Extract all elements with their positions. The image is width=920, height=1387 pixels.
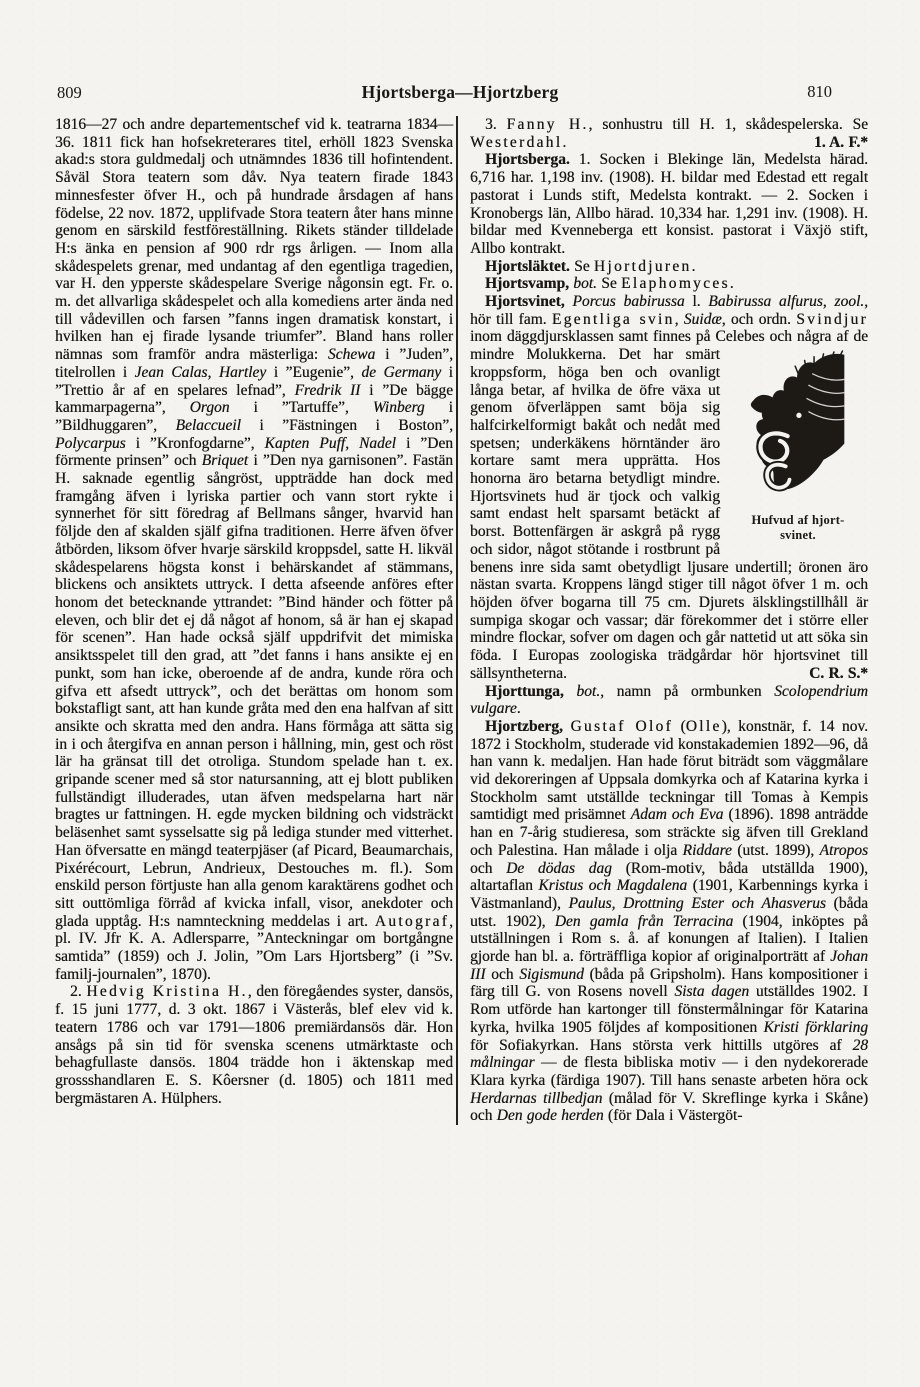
text-run: (båda utst. 1902), [470,894,868,930]
paragraph [470,718,868,1125]
text-run: Hjortsläktet. [485,257,570,275]
text-run: , sonhustru till H. 1, skådespelerska. Se [588,116,868,133]
text-run: i ”De bägge kammarpagerna”, [55,381,454,417]
text-run: bot. [573,275,597,293]
text-run: Det har smärt kroppsform, höga ben och ovanligt långa betar, af hvilka de öfre växa ut genom öfverläppen samt böja sig halfcirkelformigt bakåt och nedåt med spetsen; underkäkens hörntänder äro kortare samt mera upprätta. Hos honorna äro betarna betydligt mindre. Hjortsvinets hud är tjock och valkig samt endast helt sparsamt betäckt af borst. Bottenfärgen är askgrå på rygg och sidor, något stötande i rostbrunt på benens inre sida samt obetydligt ljusare undertill; öronen äro nästan svarta. Kroppens längd stiger till något öfver 1 m. och höjden öfver bogarna till 75 cm. Djurets älsklingstillhåll är sumpiga skogar och vassar; där förekommer det i större eller mindre flockar, sofver om dagen och går nattetid ut att söka sin föda. I Europas zoologiska trädgårdar hör hjortsvinet till sällsyntheterna. [470,346,868,682]
figure-caption-line1: Hufvud af hjort- [751,513,845,528]
paragraph [470,683,868,718]
running-title: Hjortsberga—Hjortzberg [361,82,559,102]
text-run: Hjortzberg, [485,717,563,735]
text-run: Se [596,275,621,293]
babirusa-head-figure [728,349,868,543]
text-run: Jean Calas [134,363,208,381]
text-run: ( [673,717,686,735]
text-run: (1904, inköptes på utställningen i Rom s. å. af konungen af Italien). I Italien gjorde han bl. a. förträffliga kopior af originalporträtt af [470,912,868,966]
text-run: Fredrik II [294,381,361,399]
paragraph [55,116,453,983]
text-run: Babirussa alfurus [708,293,823,311]
text-run: (1901, Karbennings kyrka i Västmanland), [470,877,868,912]
left-column [55,116,453,1125]
figure-caption [728,513,868,543]
author-signature: C. R. S.* [809,664,868,682]
text-run: i ”Trettio år af en spelares lefnad”, [55,363,453,399]
paragraph [470,151,868,257]
text-run: Herdarnas tillbedjan [470,1089,603,1107]
text-run: i ”Den nya garnisonen”. Fastän H. saknade egentlig sångröst, uppträdde han dock med framgång äfven i lyriska partier och vann stort rykte i synnerhet för sitt föredrag af Bellmans sånger, hvarvid han följde den af skalden själf gifna traditionen. Herre äfven öfver åtbörden, liksom öfver hvarje särskild kroppsdel, satte H. likväl skådespelarens högsta konst i behärskandet af stämmans, blickens och ansiktets uttryck. I detta afseende anföres efter honom det betecknande yttrandet: ”Bind händer och fötter på eleven, och blir det ej då något af honom, så är han ej skapad för scenen”. Han hade också själf uppdrifvit det mimiska ansiktsspelet till den grad, att ”det fanns i hans ansikte ej en punkt, som han icke, oberoende af de andra, kunde röra och gifva ett afsedt uttryck”, och det berättas om honom som bokstafligt sant, att han kunde gråta med den ena halfvan af sitt ansikte och skratta med den andra. Hans förmåga att sätta sig in i och återgifva en annan person i hållning, min, gest och röst lär ha gränsat till det otroliga. Stundom spelade han t. ex. gripande scener med så stor natursanning, att ej blott publiken fullständigt illuderades, utan äfven medspelarna hart när bragtes ur fattningen. H. egde mycken bildning och vidsträckt beläsenhet samt sysselsatte sig på lediga stunder med vitterhet. Han öfversatte en mängd teaterpjäser (af Picard, Beaumarchais, Pixérécourt, Lebrun, Andrieux, Destouches m. fl.). Som enskild person förtjuste han alla genom karaktärens godhet och sitt outtömliga förråd af kvicka infall, visor, anekdoter och glada upptåg. H:s namnteckning meddelas i art. [55,452,453,930]
text-run: Hjortsvinet, [485,293,565,311]
text-run: , [207,363,219,381]
text-run: Sista dagen [674,983,750,1001]
text-run: Gustaf Olof [570,717,673,735]
text-run: , pl. IV. Jfr K. A. Adlersparre, ”Anteckningar om bortgångne samtida” (1859) och J. Jolin, ”Om Lars Hjortsberg” (i ”Sv. familj-journalen”, 1870). [55,912,453,983]
text-run: de Germany [361,363,442,381]
text-run: Hartley [218,363,267,381]
text-run: i ”Tartuffe”, [229,399,373,417]
text-run: Svindjur [796,310,869,328]
figure-caption-line2: svinet. [780,528,816,543]
text-run: i ”Bildhuggaren”, [55,399,453,434]
text-run: Kristus och Magdalena [538,877,688,895]
text-run: och [485,965,520,983]
text-run: Den gode herden [496,1107,604,1125]
text-run: och [470,859,507,877]
text-run: , namn på ormbunken [600,682,775,700]
text-run: Fanny H. [506,116,589,133]
page-header [55,82,865,106]
text-run: Winberg [372,399,425,417]
text-run: Paulus, Drottning Ester och Ahasverus [568,894,826,912]
paragraph [470,275,868,293]
text-run: Riddare [682,841,732,859]
text-run: . [729,275,734,293]
left-page-number: 809 [57,83,82,102]
text-run: 3. [485,116,507,133]
text-run: (1896). 1898 anträdde han en 7-årig studieresa, som sträckte sig äfven till Grekland och Palestina. Han målade i olja [470,806,868,859]
text-run: Adam och Eva [630,806,724,824]
text-run: ), konstnär, f. 14 nov. 1872 i Stockholm, studerade vid konstakademien 1892—96, då han vann k. medaljen. Han hade förut biträdt som väggmålare vid dekoreringen af Uppsala domkyrka och af Katarina kyrka i Stockholm samt utställde teckningar till Tomas à Kempis samtidigt med prisämnet [470,717,868,824]
text-run: Belaccueil [175,416,241,434]
text-run: 1816—27 och andre departementschef vid k. teatrarna 1834—36. 1811 fick han hofsekreterares titel, erhöll 1823 Svenska akad:s stora guldmedalj och utnämndes 1836 till hofintendent. Såväl Stora teatern som dåv. Nya teatern firade 1843 minnesfester öfver H., och på hundrade årsdagen af hans födelse, 22 nov. 1872, upplifvade Stora teatern åter hans minne genom en särskild festföreställning. Rikets ständer tilldelade H:s änka en pension af 900 rdr rgs årligen. — Inom alla skådespelets grenar, med undantag af den egentliga tragedien, var H. den ypperste skådespelare Sverige någonsin egt. Fr. o. m. det allvarliga skådespelet och alla komediens arter ända ned till vådevillen och farsen ”fanns ingen dramatisk konstart, i hvilken han ej firade lysande triumfer”. Bland hans roller nämnas som framför andra mästerliga: [55,116,453,364]
text-run: Den gamla från Terracina [554,912,734,930]
text-run: — de flesta bibliska motiv — i den nydekorerade Klara kyrka (färdiga 1907). Till hans senaste arbeten höra ock [470,1054,868,1089]
text-run: Scolopendrium vulgare [470,682,868,718]
text-columns [55,116,868,1125]
text-run: Briquet [201,452,249,470]
text-run: Johan III [470,948,868,983]
text-run: Sigismund [519,965,584,983]
text-run: i ”Fästningen i Boston”, [240,416,453,434]
text-run: zool. [834,293,865,311]
text-run: 2. [70,983,87,1001]
text-run: Elaphomyces [620,275,730,293]
text-run: Kapten Puff, Nadel [264,434,396,452]
text-run: Olle [685,717,722,735]
text-run: Hjortsvamp, [485,275,569,293]
text-run: i ”Den förmente prinsen” och [55,434,453,470]
text-run: (målad för V. Skreflinge kyrka i Skåne) och [470,1089,869,1125]
paragraph [470,116,868,151]
text-run: Porcus babirussa [572,293,685,311]
text-run: Suidæ [683,310,722,328]
text-run: Hjortdjuren [593,257,692,275]
author-signature: 1. A. F.* [813,133,868,151]
text-run: 28 målningar [470,1036,868,1072]
text-run: i ”Eugenie”, [266,363,362,381]
text-run: Egentliga svin [551,310,675,328]
text-run: , [674,310,684,328]
paragraph [470,258,868,276]
text-run: för Sofiakyrkan. Hans största verk hittills utgöres af [470,1036,853,1054]
text-run: Hjorttunga, [485,682,564,700]
text-run: Hedvig Kristina H. [86,983,248,1001]
text-run: inom däggdjursklassen samt finnes på Celebes och några af de mindre Molukkerna. [470,328,868,364]
text-run: 1. Socken i Blekinge län, Medelsta härad. 6,716 har. 1,198 inv. (1908). H. bildar med Edestad ett regalt pastorat i Lunds stift, Medelsta kontrakt. — 2. Socken i Kronobergs län, Allbo härad. 10,334 har. 1,291 inv. (1908). H. bildar med Kvenneberga ett konsist. pastorat i Växjö stift, Allbo kontrakt. [470,151,868,257]
text-run: i ”Juden”, titelrollen i [55,346,454,381]
text-run [564,683,577,700]
text-run: Se [569,257,594,275]
text-run: (för Dala i Västergöt- [603,1107,743,1125]
text-run: . [516,700,521,718]
text-run: , och ordn. [721,310,797,328]
text-run: Kristi förklaring [763,1018,868,1036]
right-column [456,116,868,1125]
text-run: , den föregåendes syster, dansös, f. 15 juni 1777, d. 3 okt. 1867 i Västerås, blef elev vid k. teatern 1786 och var 1791—1806 premiärdansös där. Hon ansågs på sin tid för svenska scenens utmärktaste och behagfullaste dansös. 1804 trädde hon i äktenskap med grossshandlaren E. S. Kôersner (d. 1805) och 1811 med bergmästaren A. Hülphers. [55,983,454,1107]
text-run: Polycarpus [55,434,126,452]
text-run: , hör till fam. [470,293,868,328]
text-run: (utst. 1899), [731,841,820,859]
text-run: Autograf [374,912,450,930]
text-run: utställdes 1902. I Rom utförde han kartonger till fönstermålningar för Katarina kyrka, hvilka 1905 följdes af kompositionen [470,983,868,1036]
babirusa-woodcut-illustration [746,349,850,510]
text-run: De dödas dag [506,859,612,877]
text-run: l. [684,293,709,311]
text-run: (Rom-motiv, båda utställda 1900), altartaflan [470,859,869,895]
text-run: (båda på Gripsholm). Hans kompositioner i färg till G. von Rosens novell [470,965,868,1001]
paragraph [470,293,868,682]
text-run: , [822,293,835,311]
text-run: Schewa [327,346,376,364]
text-run: Westerdahl [470,133,563,151]
text-run: . [562,133,567,151]
paragraph [55,983,453,1107]
right-page-number: 810 [807,82,832,101]
text-run: Hjortsberga. [485,151,570,169]
text-run: Orgon [189,399,230,417]
text-run: bot. [576,682,601,700]
text-run: Atropos [819,841,868,859]
text-run: . [691,257,696,275]
text-run: i ”Kronfogdarne”, [125,434,265,452]
